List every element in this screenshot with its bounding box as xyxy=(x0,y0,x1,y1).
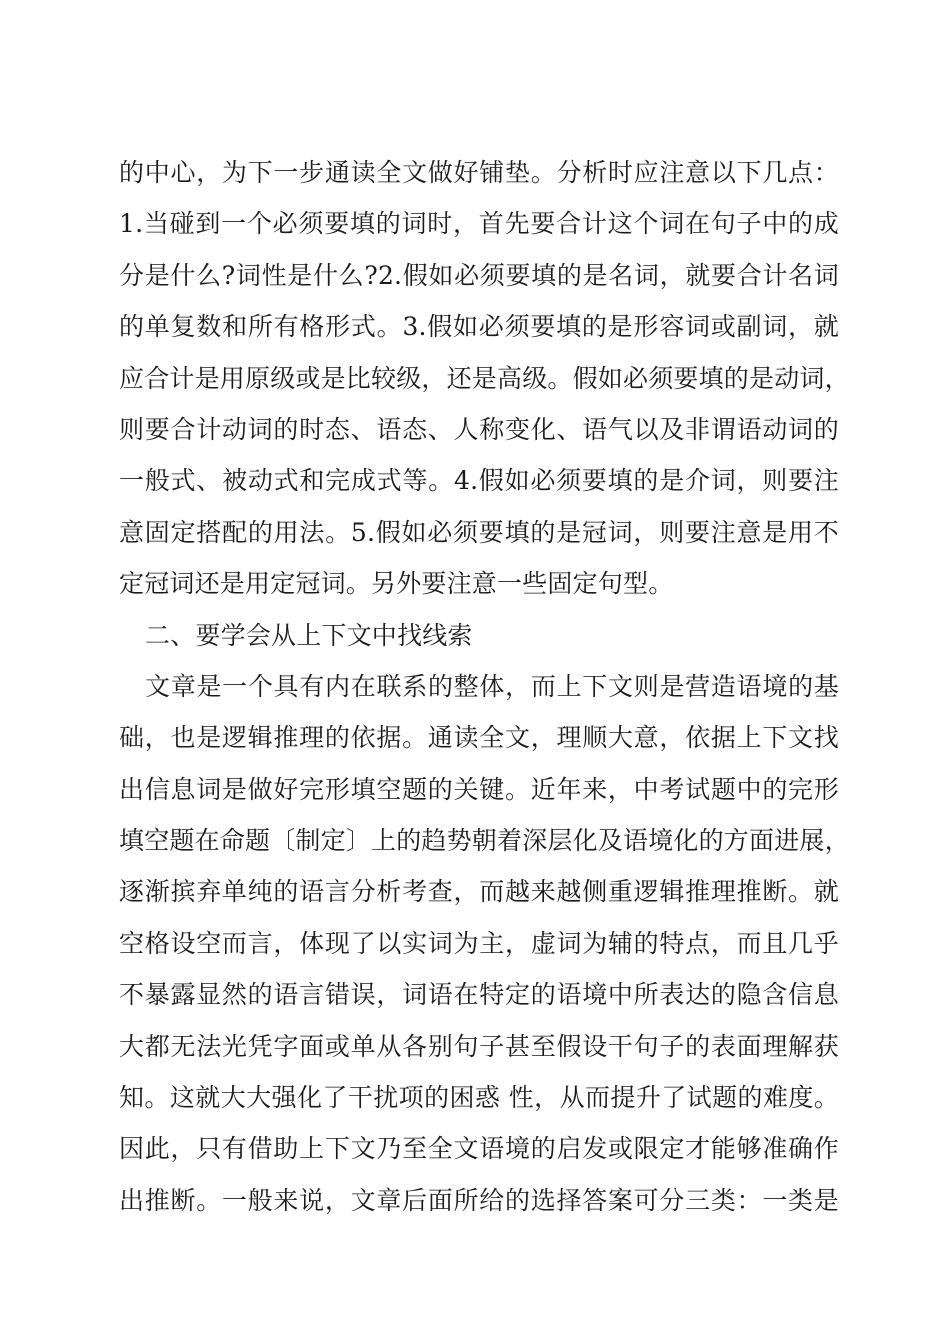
text-line: 1.当碰到一个必须要填的词时，首先要合计这个词在句子中的成 xyxy=(119,209,839,239)
text-line: 出推断。一般来说，文章后面所给的选择答案可分三类：一类是 xyxy=(119,1185,839,1215)
text-line: 大都无法光凭字面或单从各别句子甚至假设干句子的表面理解获 xyxy=(119,1031,839,1061)
text-line: 因此，只有借助上下文乃至全文语境的启发或限定才能够准确作 xyxy=(119,1134,839,1164)
text-line: 填空题在命题〔制定〕上的趋势朝着深层化及语境化的方面进展， xyxy=(119,826,850,856)
text-line: 意固定搭配的用法。5.假如必须要填的是冠词，则要注意是用不 xyxy=(119,517,839,547)
text-line: 的单复数和所有格形式。3.假如必须要填的是形容词或副词，就 xyxy=(119,312,839,342)
text-line: 则要合计动词的时态、语态、人称变化、语气以及非谓语动词的 xyxy=(119,414,839,444)
text-line: 空格设空而言，体现了以实词为主，虚词为辅的特点，而且几乎 xyxy=(119,928,839,958)
section-heading: 二、要学会从上下文中找线索 xyxy=(145,620,473,650)
text-line: 文章是一个具有内在联系的整体，而上下文则是营造语境的基 xyxy=(145,671,839,701)
text-line: 定冠词还是用定冠词。另外要注意一些固定句型。 xyxy=(119,569,674,599)
text-line: 的中心，为下一步通读全文做好铺垫。分析时应注意以下几点： xyxy=(119,158,839,187)
text-line: 分是什么?词性是什么?2.假如必须要填的是名词，就要合计名词 xyxy=(119,260,839,290)
document-body xyxy=(119,147,850,1226)
text-line: 础，也是逻辑推理的依据。通读全文，理顺大意，依据上下文找 xyxy=(119,723,839,753)
text-line: 不暴露显然的语言错误，词语在特定的语境中所表达的隐含信息 xyxy=(119,980,839,1010)
text-line: 应合计是用原级或是比较级，还是高级。假如必须要填的是动词， xyxy=(119,363,850,393)
text-line: 知。这就大大强化了干扰项的困惑 性，从而提升了试题的难度。 xyxy=(119,1083,839,1113)
text-line: 出信息词是做好完形填空题的关键。近年来，中考试题中的完形 xyxy=(119,774,839,804)
text-line: 逐渐摈弃单纯的语言分析考查，而越来越侧重逻辑推理推断。就 xyxy=(119,877,839,907)
text-line: 一般式、被动式和完成式等。4.假如必须要填的是介词，则要注 xyxy=(119,466,839,496)
